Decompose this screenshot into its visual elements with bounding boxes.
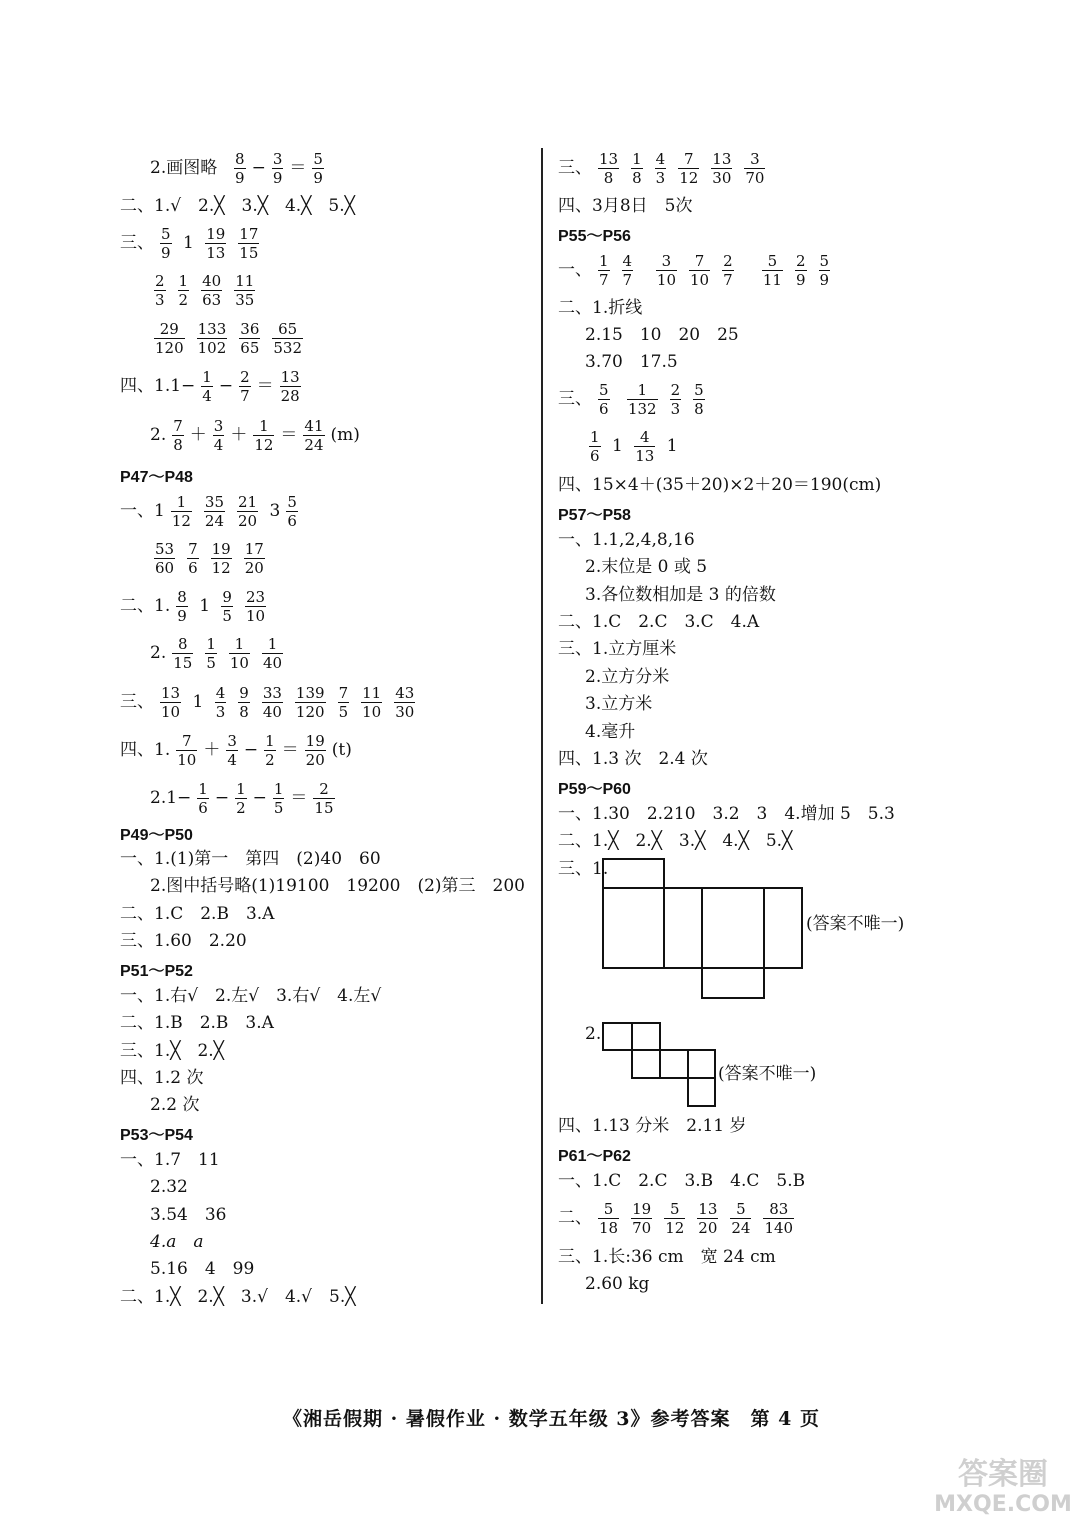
answer-line: $\frac{29}{120}$ $\frac{133}{102}$ $\frac{36}{65}$ $\frac{65}{532}$ bbox=[155, 320, 303, 357]
answer-line: 5.16 4 99 bbox=[150, 1259, 255, 1279]
answer-line: 2.图中括号略(1)19100 19200 (2)第三 200 bbox=[150, 876, 525, 896]
answer-line: 2. $\frac{7}{8}$ ＋ $\frac{3}{4}$ ＋ $\frac{1}{12}$ ＝ $\frac{41}{24}$ (m) bbox=[150, 417, 360, 454]
answer-line: 四、3月8日 5次 bbox=[558, 196, 693, 216]
answer-line: 三、 $\frac{5}{6}$ $\frac{1}{132}$ $\frac{2}{3}$ $\frac{5}{8}$ bbox=[558, 381, 704, 418]
watermark-text: 答案圈 bbox=[958, 1457, 1048, 1492]
net-square bbox=[631, 1022, 661, 1051]
answer-line: 三、1.60 2.20 bbox=[120, 931, 247, 951]
answer-line: 一、1.右√ 2.左√ 3.右√ 4.左√ bbox=[120, 986, 382, 1006]
section-heading: P55～P56 bbox=[558, 228, 631, 245]
answer-line: 3.70 17.5 bbox=[585, 352, 678, 372]
net-square bbox=[659, 1049, 689, 1079]
answer-line: 四、1.2 次 bbox=[120, 1068, 204, 1088]
answer-line: 2.32 bbox=[150, 1177, 188, 1197]
column-divider bbox=[541, 148, 543, 1304]
answer-line: 一、1.7 11 bbox=[120, 1150, 220, 1170]
answer-line: 2. $\frac{8}{15}$ $\frac{1}{5}$ $\frac{1}{10}$ $\frac{1}{40}$ bbox=[150, 635, 283, 672]
answer-line: 二、1.╳ 2.╳ 3.√ 4.√ 5.╳ bbox=[120, 1287, 356, 1307]
answer-line: 3.各位数相加是 3 的倍数 bbox=[585, 585, 776, 605]
answer-line: 一、1.30 2.210 3.2 3 4.增加 5 5.3 bbox=[558, 804, 895, 824]
net-square bbox=[701, 887, 765, 969]
section-heading: P49～P50 bbox=[120, 827, 193, 844]
watermark-logo bbox=[923, 1457, 1083, 1530]
answer-line: 三、 $\frac{13}{8}$ $\frac{1}{8}$ $\frac{4}{3}$ $\frac{7}{12}$ $\frac{13}{30}$ $\frac{3}{70}$ bbox=[558, 150, 765, 187]
fraction: $\frac{5}{9}$ bbox=[313, 150, 323, 187]
answer-line: 一、1.C 2.C 3.B 4.C 5.B bbox=[558, 1171, 806, 1191]
answer-line: $\frac{2}{3}$ $\frac{1}{2}$ $\frac{40}{63}$ $\frac{11}{35}$ bbox=[155, 272, 255, 309]
net-square bbox=[631, 1049, 661, 1079]
answer-line: 二、1.B 2.B 3.A bbox=[120, 1013, 274, 1033]
answer-line: 一、1.1,2,4,8,16 bbox=[558, 530, 695, 550]
net-square bbox=[687, 1049, 716, 1079]
page-footer: 《湘岳假期 · 暑假作业 · 数学五年级 3》参考答案 第 4 页 bbox=[283, 1408, 820, 1430]
net-square bbox=[701, 967, 765, 999]
answer-line: 二、 $\frac{5}{18}$ $\frac{19}{70}$ $\frac{5}{12}$ $\frac{13}{20}$ $\frac{5}{24}$ $\frac{83}{140}$ bbox=[558, 1200, 794, 1237]
diagram-note: (答案不唯一) bbox=[806, 914, 905, 934]
answer-line: 三、1.长:36 cm 宽 24 cm bbox=[558, 1247, 776, 1267]
answer-line: 二、1. $\frac{8}{9}$ 1 $\frac{9}{5}$ $\frac{23}{10}$ bbox=[120, 588, 266, 625]
answer-line: 2. bbox=[585, 1024, 602, 1044]
answer-line: 2.15 10 20 25 bbox=[585, 325, 739, 345]
answer-line: 四、1. $\frac{7}{10}$ ＋ $\frac{3}{4}$ − $\frac{1}{2}$ ＝ $\frac{19}{20}$ (t) bbox=[120, 732, 352, 769]
section-heading: P53～P54 bbox=[120, 1127, 193, 1144]
section-heading: P47～P48 bbox=[120, 469, 193, 486]
answer-line: 2.画图略 $\frac{8}{9}$ − $\frac{3}{9}$ ＝ $\frac{5}{9}$ bbox=[150, 150, 323, 187]
answer-line: 二、1.C 2.C 3.C 4.A bbox=[558, 612, 760, 632]
answer-line: 三、 $\frac{13}{10}$ 1 $\frac{4}{3}$ $\frac{9}{8}$ $\frac{33}{40}$ $\frac{139}{120}$ $\frac{7}{5}$ $\frac{11}{10}$ $\frac{43}{30}$ bbox=[120, 684, 415, 721]
answer-line: 3.立方米 bbox=[585, 694, 653, 714]
answer-line: 2.1− $\frac{1}{6}$ − $\frac{1}{2}$ − $\frac{1}{5}$ ＝ $\frac{2}{15}$ bbox=[150, 780, 334, 817]
net-square bbox=[602, 1022, 633, 1051]
answer-line: 三、1. bbox=[558, 859, 609, 879]
answer-line: 二、1.╳ 2.╳ 3.╳ 4.╳ 5.╳ bbox=[558, 831, 793, 851]
answer-line: 一、1 $\frac{1}{12}$ $\frac{35}{24}$ $\frac{21}{20}$ 3 $\frac{5}{6}$ bbox=[120, 493, 297, 530]
watermark-url: MXQE.COM bbox=[934, 1492, 1072, 1517]
answer-line: 四、1.3 次 2.4 次 bbox=[558, 749, 708, 769]
answer-line: 一、 $\frac{1}{7}$ $\frac{4}{7}$ $\frac{3}{10}$ $\frac{7}{10}$ $\frac{2}{7}$ $\frac{5}{11}$ $\frac{2}{9}$ $\frac{5}{9}$ bbox=[558, 252, 830, 289]
answer-line: 三、1.立方厘米 bbox=[558, 639, 677, 659]
answer-line: $\frac{1}{6}$ 1 $\frac{4}{13}$ 1 bbox=[590, 428, 678, 465]
fraction: $\frac{3}{9}$ bbox=[272, 150, 283, 187]
answer-line: $\frac{53}{60}$ $\frac{7}{6}$ $\frac{19}{12}$ $\frac{17}{20}$ bbox=[155, 540, 264, 577]
answer-line: 3.54 36 bbox=[150, 1205, 227, 1225]
answer-line: 四、15×4＋(35＋20)×2＋20＝190(cm) bbox=[558, 475, 882, 495]
net-square bbox=[663, 887, 703, 969]
answer-line: 二、1.C 2.B 3.A bbox=[120, 904, 275, 924]
fraction: $\frac{8}{9}$ bbox=[235, 150, 245, 187]
section-heading: P51～P52 bbox=[120, 963, 193, 980]
answer-line: 2.末位是 0 或 5 bbox=[585, 557, 708, 577]
net-square bbox=[602, 858, 665, 889]
answer-line: 4.毫升 bbox=[585, 722, 636, 742]
answer-line: 三、 $\frac{5}{9}$ 1 $\frac{19}{13}$ $\frac{17}{15}$ bbox=[120, 225, 259, 262]
section-heading: P59～P60 bbox=[558, 781, 631, 798]
diagram-note: (答案不唯一) bbox=[718, 1064, 817, 1084]
answer-line: 四、1.1− $\frac{1}{4}$ − $\frac{2}{7}$ ＝ $\frac{13}{28}$ bbox=[120, 368, 300, 405]
answer-line: 2.2 次 bbox=[150, 1095, 200, 1115]
answer-line: 4.a a bbox=[150, 1232, 204, 1252]
answer-line: 二、1.√ 2.╳ 3.╳ 4.╳ 5.╳ bbox=[120, 196, 355, 216]
answer-line: 二、1.折线 bbox=[558, 298, 643, 318]
answer-line: 2.60 kg bbox=[585, 1274, 650, 1294]
answer-line: 一、1.(1)第一 第四 (2)40 60 bbox=[120, 849, 381, 869]
answer-line: 四、1.13 分米 2.11 岁 bbox=[558, 1116, 747, 1136]
section-heading: P57～P58 bbox=[558, 507, 631, 524]
section-heading: P61～P62 bbox=[558, 1148, 631, 1165]
answer-line: 三、1.╳ 2.╳ bbox=[120, 1041, 224, 1061]
answer-line: 2.立方分米 bbox=[585, 667, 670, 687]
net-square bbox=[687, 1077, 716, 1107]
